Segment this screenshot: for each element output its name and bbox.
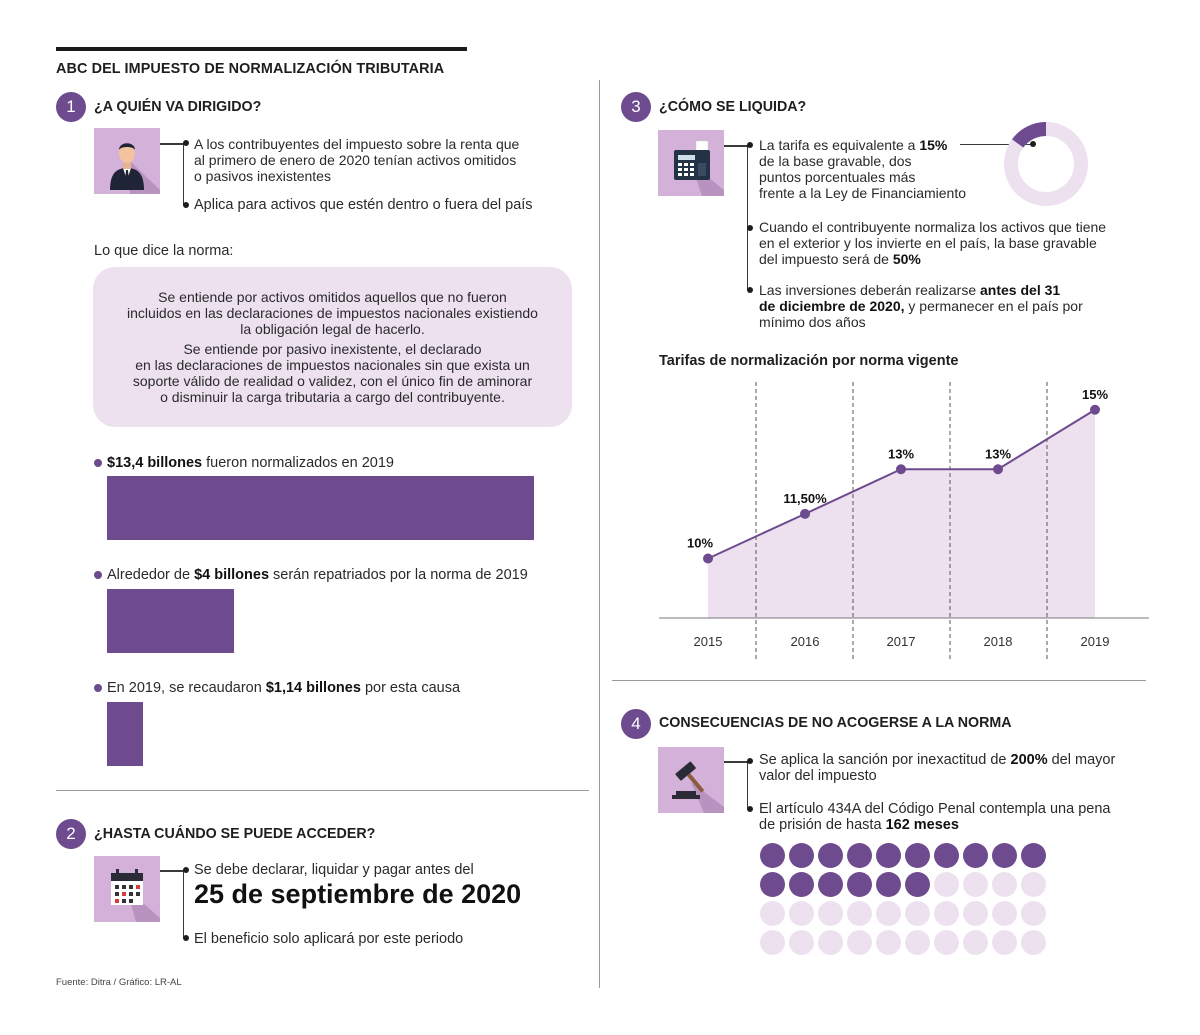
audience-bullet-2: Aplica para activos que estén dentro o fuera del país [194, 197, 533, 213]
month-circle-empty [818, 930, 843, 955]
month-circle-empty [905, 930, 930, 955]
deadline-line-1: Se debe declarar, liquidar y pagar antes del [194, 862, 474, 878]
rate-bullet: La tarifa es equivalente a 15% de la base gravable, dos puntos porcentuales más frente a la Ley de Financiamiento [759, 137, 967, 201]
stat-1-bar [107, 476, 534, 540]
chart-data-label: 13% [984, 446, 1012, 462]
bullet-dot [747, 225, 753, 231]
bracket-line [747, 145, 749, 290]
month-circle-filled [934, 843, 959, 868]
prison-bullet: El artículo 434A del Código Penal contempla una pena de prisión de hasta 162 meses [759, 801, 1111, 833]
rate-donut [1002, 120, 1090, 213]
section-2-title: ¿HASTA CUÁNDO SE PUEDE ACCEDER? [94, 825, 376, 842]
month-circle-filled [876, 872, 901, 897]
connector-line [160, 143, 184, 145]
bullet-dot [747, 758, 753, 764]
month-circle-empty [992, 872, 1017, 897]
bullet-dot [183, 935, 189, 941]
month-circle-filled [905, 843, 930, 868]
businessman-icon [94, 128, 160, 194]
section-3-number: 3 [621, 92, 651, 122]
chart-point [1090, 405, 1100, 415]
chart-data-label: 15% [1081, 386, 1109, 402]
month-circle-filled [876, 843, 901, 868]
main-title: ABC DEL IMPUESTO DE NORMALIZACIÓN TRIBUTARIA [56, 60, 445, 77]
month-circle-filled [789, 843, 814, 868]
chart-data-label: 10% [686, 535, 714, 551]
investment-bullet: Las inversiones deberán realizarse antes del 31 de diciembre de 2020, y permanecer en el país por mínimo dos años [759, 282, 1083, 330]
stat-1-text: $13,4 billones fueron normalizados en 2019 [107, 455, 394, 471]
month-circle-empty [963, 872, 988, 897]
month-circle-empty [876, 930, 901, 955]
month-circle-filled [760, 872, 785, 897]
gavel-icon [658, 747, 724, 813]
month-circle-filled [992, 843, 1017, 868]
connector-line [160, 870, 184, 872]
deadline-line-2: El beneficio solo aplicará por este periodo [194, 931, 464, 947]
chart-tick-label: 2015 [693, 634, 723, 649]
bullet-dot [183, 202, 189, 208]
month-circle-empty [760, 930, 785, 955]
section-4-number: 4 [621, 709, 651, 739]
norma-label: Lo que dice la norma: [94, 243, 234, 259]
chart-area [708, 410, 1095, 618]
month-circle-filled [818, 872, 843, 897]
bullet-dot [183, 867, 189, 873]
calendar-icon [94, 856, 160, 922]
bracket-line [747, 761, 749, 809]
bracket-line [183, 143, 185, 205]
stat-dot [94, 459, 102, 467]
month-circle-empty [934, 901, 959, 926]
stat-3-text: En 2019, se recaudaron $1,14 billones por esta causa [107, 680, 461, 696]
top-rule [56, 47, 467, 51]
chart-tick-label: 2019 [1080, 634, 1110, 649]
month-circle-empty [934, 930, 959, 955]
month-circle-filled [963, 843, 988, 868]
month-circle-empty [1021, 872, 1046, 897]
month-circle-filled [1021, 843, 1046, 868]
sanction-bullet: Se aplica la sanción por inexactitud de 200% del mayor valor del impuesto [759, 752, 1116, 784]
connector-line [724, 145, 748, 147]
column-divider [599, 80, 600, 988]
month-circle-empty [876, 901, 901, 926]
month-circle-empty [818, 901, 843, 926]
month-circle-filled [789, 872, 814, 897]
bracket-line [183, 870, 185, 938]
month-circle-empty [789, 901, 814, 926]
months-circle-grid [760, 843, 1050, 955]
month-circle-filled [760, 843, 785, 868]
chart-tick-label: 2018 [983, 634, 1013, 649]
chart-point [993, 464, 1003, 474]
month-circle-filled [905, 872, 930, 897]
bullet-dot [747, 287, 753, 293]
rates-chart [659, 370, 1149, 675]
chart-point [896, 464, 906, 474]
month-circle-filled [847, 843, 872, 868]
stat-dot [94, 684, 102, 692]
month-circle-empty [847, 901, 872, 926]
month-circle-empty [963, 901, 988, 926]
base-bullet: Cuando el contribuyente normaliza los activos que tiene en el exterior y los invierte en el país, la base gravable del impuesto será de 50% [759, 219, 1107, 267]
section-divider [612, 680, 1146, 681]
chart-title: Tarifas de normalización por norma vigente [659, 353, 959, 369]
stat-3-bar [107, 702, 143, 766]
audience-bullet-1: A los contribuyentes del impuesto sobre la renta que al primero de enero de 2020 tenían activos omitidos o pasivos inexistentes [194, 136, 520, 184]
stat-2-text: Alrededor de $4 billones serán repatriados por la norma de 2019 [107, 567, 528, 583]
chart-point [800, 509, 810, 519]
month-circle-empty [963, 930, 988, 955]
month-circle-empty [934, 872, 959, 897]
stat-2-bar [107, 589, 234, 653]
month-circle-empty [789, 930, 814, 955]
month-circle-empty [992, 901, 1017, 926]
month-circle-empty [1021, 901, 1046, 926]
month-circle-empty [992, 930, 1017, 955]
norma-text: Se entiende por activos omitidos aquellos que no fueron incluidos en las declaraciones de impuestos nacionales existiendo la obligación legal de hacerlo. Se entiende por pasivo inexistente, el declarado en las declaraciones de impuestos nacionales sin que exista un soporte válido de realidad o validez, con el único fin de aminorar o disminuir la carga tributaria a cargo del contribuyente. [127, 289, 538, 405]
stat-dot [94, 571, 102, 579]
month-circle-empty [847, 930, 872, 955]
month-circle-filled [818, 843, 843, 868]
bullet-dot [747, 806, 753, 812]
month-circle-empty [760, 901, 785, 926]
section-1-title: ¿A QUIÉN VA DIRIGIDO? [94, 98, 262, 115]
calculator-icon [658, 130, 724, 196]
section-4-title: CONSECUENCIAS DE NO ACOGERSE A LA NORMA [659, 714, 1012, 731]
deadline-date: 25 de septiembre de 2020 [194, 879, 522, 909]
month-circle-empty [1021, 930, 1046, 955]
source-note: Fuente: Ditra / Gráfico: LR-AL [56, 977, 182, 988]
section-divider [56, 790, 589, 791]
section-2-number: 2 [56, 819, 86, 849]
chart-point [703, 554, 713, 564]
chart-data-label: 11,50% [783, 490, 827, 506]
bullet-dot [183, 140, 189, 146]
bullet-dot [747, 142, 753, 148]
connector-line [724, 761, 748, 763]
section-1-number: 1 [56, 92, 86, 122]
chart-data-label: 13% [887, 446, 915, 462]
month-circle-empty [905, 901, 930, 926]
chart-tick-label: 2016 [790, 634, 820, 649]
section-3-title: ¿CÓMO SE LIQUIDA? [659, 98, 807, 115]
month-circle-filled [847, 872, 872, 897]
chart-tick-label: 2017 [886, 634, 916, 649]
